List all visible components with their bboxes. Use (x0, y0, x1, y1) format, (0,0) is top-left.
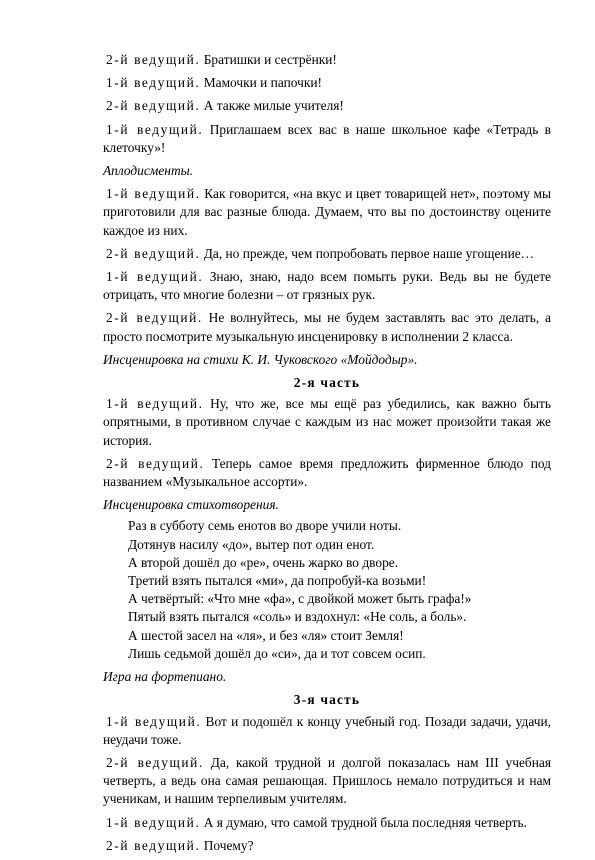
line-text: Да, но прежде, чем попробовать первое наше угощение… (200, 245, 535, 261)
speaker-label: 1-й ведущий. (106, 121, 204, 137)
section-heading-part-3: 3-я часть (293, 692, 361, 708)
speaker-label: 2-й ведущий. (106, 52, 201, 67)
line-text: Теперь самое время предложить фирменное блюдо под названием «Музыкальное ассорти». (103, 455, 551, 490)
line-text: Ну, что же, все мы ещё раз убедились, как важно быть опрятными, в противном случае с каждым из нас может произойти такая же история. (103, 396, 551, 448)
dialogue-line (103, 97, 551, 115)
speaker-label: 1-й ведущий. (106, 713, 202, 729)
speaker-label: 1-й ведущий. (106, 75, 201, 91)
dialogue-line (103, 121, 551, 157)
poem-line: Лишь седьмой дошёл до «си», да и тот совсем осип. (128, 645, 426, 661)
dialogue-line (103, 814, 551, 832)
line-text: Да, какой трудной и долгой показалась нам III учебная четверть, а ведь она самая решающая. Пришлось немало потрудиться и нам ученикам, и нашим терпеливым учителям. (103, 754, 551, 807)
speaker-label: 1-й ведущий. (106, 186, 201, 202)
line-text: А также милые учителя! (200, 98, 344, 114)
dialogue-line (103, 395, 551, 450)
stage-direction: Аплодисменты. (103, 163, 194, 179)
line-text: Братишки и сестрёнки! (200, 52, 337, 67)
line-text: Знаю, знаю, надо всем помыть руки. Ведь вы не будете отрицать, что многие болезни – от грязных рук. (103, 269, 551, 303)
poem-line: А второй дошёл до «ре», очень жарко во дворе. (128, 554, 399, 570)
stage-direction: Инсценировка стихотворения. (103, 497, 279, 513)
dialogue-line (103, 837, 551, 855)
line-text: А я думаю, что самой трудной была последняя четверть. (200, 814, 527, 830)
poem-line: Пятый взять пытался «соль» и вздохнул: «Не соль, а боль». (128, 609, 467, 625)
poem (128, 517, 551, 663)
line-text: Как говорится, «на вкус и цвет товарищей нет», поэтому мы приготовили для вас разные блюда. Думаем, что вы по достоинству оцените каждое из них. (103, 186, 551, 238)
speaker-label: 2-й ведущий. (106, 754, 204, 770)
dialogue-line (103, 185, 551, 240)
poem-line: Третий взять пытался «ми», да попробуй-ка возьми! (128, 573, 427, 589)
line-text: Почему? (200, 837, 254, 853)
line-text: Мамочки и папочки! (200, 75, 322, 91)
poem-line: Раз в субботу семь енотов во дворе учили ноты. (128, 518, 402, 534)
dialogue-line (103, 713, 551, 749)
speaker-label: 2-й ведущий. (106, 310, 203, 326)
line-text: Приглашаем всех вас в наше школьное кафе «Тетрадь в клеточку»! (103, 121, 551, 155)
stage-direction: Игра на фортепиано. (103, 669, 227, 685)
line-text: Вот и подошёл к концу учебный год. Позади задачи, удачи, неудачи тоже. (103, 713, 551, 747)
speaker-label: 2-й ведущий. (106, 98, 201, 114)
dialogue-line (103, 245, 551, 263)
poem-line: Дотянув насилу «до», вытер пот один енот. (128, 536, 375, 552)
dialogue-line (103, 455, 551, 491)
dialogue-line (103, 51, 551, 69)
poem-line: А шестой засел на «ля», и без «ля» стоит Земля! (128, 627, 404, 643)
dialogue-line (103, 754, 551, 809)
dialogue-line (103, 268, 551, 304)
speaker-label: 2-й ведущий. (106, 837, 201, 853)
speaker-label: 2-й ведущий. (106, 455, 205, 471)
line-text: Не волнуйтесь, мы не будем заставлять вас это делать, а просто посмотрите музыкальную инсценировку в исполнении 2 класса. (103, 310, 551, 344)
section-heading-part-2: 2-я часть (293, 375, 361, 391)
text-column (103, 51, 551, 860)
speaker-label: 1-й ведущий. (106, 269, 204, 285)
speaker-label: 1-й ведущий. (106, 396, 204, 412)
dialogue-line (103, 74, 551, 92)
dialogue-line (103, 309, 551, 345)
stage-direction: Инсценировка на стихи К. И. Чуковского «Мойдодыр». (103, 351, 418, 367)
speaker-label: 2-й ведущий. (106, 245, 201, 261)
speaker-label: 1-й ведущий. (106, 814, 201, 830)
poem-line: А четвёртый: «Что мне «фа», с двойкой может быть графа!» (128, 591, 472, 607)
